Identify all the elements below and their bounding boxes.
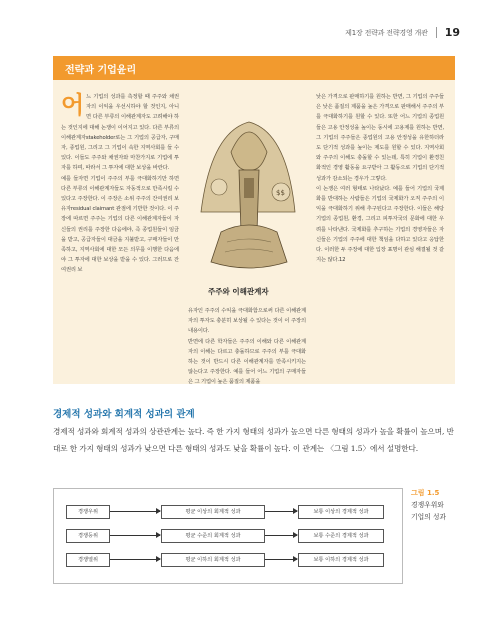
dropcap: 어 <box>61 91 85 119</box>
section-heading: 경제적 성과와 회계적 성과의 관계 <box>53 409 195 420</box>
box-paragraph <box>61 92 179 174</box>
economic-performance-node: 보통 이하의 경제적 성과 <box>298 553 384 567</box>
section-body: 경제적 성과와 회계적 성과의 상관관계는 높다. 즉 한 가지 형태의 성과가 높으면 다른 형태의 성과가 높을 확률이 높으며, 반대로 한 가지 형태의 성과가 낮으면 다른 형태의 성과도 낮을 확률이 높다. 이 관계는 〈그림 1.5〉에서 설명한다. <box>53 427 454 453</box>
box-left-column <box>61 92 179 276</box>
shareholder-illustration <box>191 92 307 282</box>
arrow-right-icon <box>265 511 297 512</box>
box-paragraph: 낮은 가격으로 판매하기를 원하는 반면, 그 기업의 주주들은 낮은 품질의 제품을 높은 가격으로 판매해서 주주의 부를 극대화하기를 원할 수 있다. 또한 어느 기업의 종업원들은 고용 안정성을 높이는 동시에 고용제를 원하는 반면, 그 기업의 주주들은 종업원의 고용 안정성을 유한하더라도 단기적 성과를 높이는 제도를 원할 수 있다. 지역사회와 주주의 이해도 충돌할 수 있는데, 특히 기업이 환경친화적인 경영 활동을 요구받아 그 활동으로 기업의 단기적 성과가 감소되는 경우가 그렇다. <box>316 94 444 182</box>
diagram-row <box>54 553 402 567</box>
box-paragraph: 반면에 다른 학자들은 주주의 이해와 다른 이해관계자의 이해는 다르고 충돌하므로 주주의 부를 극대화하는 것이 반드시 다른 이해관계자를 만족시키지는 않는다고 주장한다. 예를 들어 어느 기업의 구매자들은 그 기업이 높은 품질의 제품을 <box>188 338 306 386</box>
running-head <box>345 26 460 39</box>
economic-performance-node: 보통 수준의 경제적 성과 <box>298 529 384 543</box>
accounting-performance-node: 평균 이하의 회계적 성과 <box>161 553 265 567</box>
arrow-right-icon <box>110 535 160 536</box>
arrow-right-icon <box>110 511 160 512</box>
box-right-column <box>316 92 444 265</box>
svg-text:$$: $$ <box>276 189 285 197</box>
box-paragraph: 이 논쟁은 여러 형태로 나타났다. 예를 들어 기업의 국제화를 반대하는 사람들은 기업의 국제화가 오직 주주의 이익을 극대화하기 위해 추구된다고 주장한다. 이들은 해당 기업의 종업원, 환경, 그리고 피투자국의 문화에 대한 우려를 나타낸다. 국제화를 추구하는 기업의 경영자들은 자신들은 기업의 주주에 대한 책임을 다하고 있다고 응답한다. 이러한 두 주장에 대한 입장 표명이 관심 해결될 것 같지는 않다.12 <box>316 185 444 264</box>
figure-label <box>411 488 446 522</box>
arrow-right-icon <box>265 535 297 536</box>
advantage-node: 경쟁등위 <box>66 529 110 543</box>
box-title: 전략과 기업윤리 <box>65 65 137 76</box>
header-divider <box>436 27 437 38</box>
figure-title-line: 기업의 성과 <box>411 513 446 521</box>
performance-diagram <box>53 488 403 584</box>
box-middle-column <box>188 306 306 388</box>
ethics-sidebar-box <box>53 56 455 384</box>
box-paragraph: 유자인 주주의 수익을 극대화함으로써 다른 이해관계자의 투자도 충분히 보상될 수 있다는 것이 이 주장의 내용이다. <box>188 308 306 335</box>
advantage-node: 경쟁우위 <box>66 505 110 519</box>
accounting-performance-node: 평균 수준의 회계적 성과 <box>161 529 265 543</box>
box-title-bar <box>53 56 455 80</box>
advantage-node: 경쟁열위 <box>66 553 110 567</box>
diagram-row <box>54 505 402 519</box>
arrow-right-icon <box>265 559 297 560</box>
figure-title-line: 경쟁우위와 <box>411 501 444 509</box>
chapter-title: 제1장 전략과 전략경영 개관 <box>345 28 428 37</box>
diagram-row <box>54 529 402 543</box>
box-paragraph-text: 느 기업의 성과를 측정할 때 주주와 채권자의 이익을 우선시하야 할 것인지, 아니면 다른 부류의 이해관계자도 고려해야 하는 것인지에 대해 논쟁이 이어지고 있다. 다른 부류의 이해관계자stakeholder로는 그 기업의 공급자, 구매자, 종업원, 그리고 그 기업이 속한 지역사회를 들 수 있다. 이들도 주주와 채권자와 마찬가지로 기업에 투자를 하며, 따라서 그 투자에 대한 보상을 바란다. <box>61 94 179 172</box>
illustration-caption: 주주와 이해관계자 <box>208 287 269 296</box>
arrow-right-icon <box>110 559 160 560</box>
accounting-performance-node: 평균 이상의 회계적 성과 <box>161 505 265 519</box>
figure-number: 그림 1.5 <box>411 489 440 497</box>
economic-performance-node: 보통 이상의 경제적 성과 <box>298 505 384 519</box>
box-paragraph: 예를 들자면 기업이 주주의 부를 극대화하기만 하면 다른 부류의 이해관계자들도 자동적으로 만족시킬 수 있다고 주장한다. 이 주장은 소위 주주의 잔여권리 보유자residual claimant 관점에 기반한 것이다. 이 주장에 따르면 주주는 기업의 다른 이해관계자들이 자신들의 권리를 주장한 다음에야, 즉 종업원들이 임금을 받고, 공급자들이 대금을 지불받고, 구매자들이 만족하고, 지역사회에 대한 모든 의무를 이행한 다음에야 그 투자에 대한 보상을 받을 수 있다. 그러므로 잔여권리 보 <box>61 175 179 274</box>
page-number: 19 <box>444 26 460 39</box>
